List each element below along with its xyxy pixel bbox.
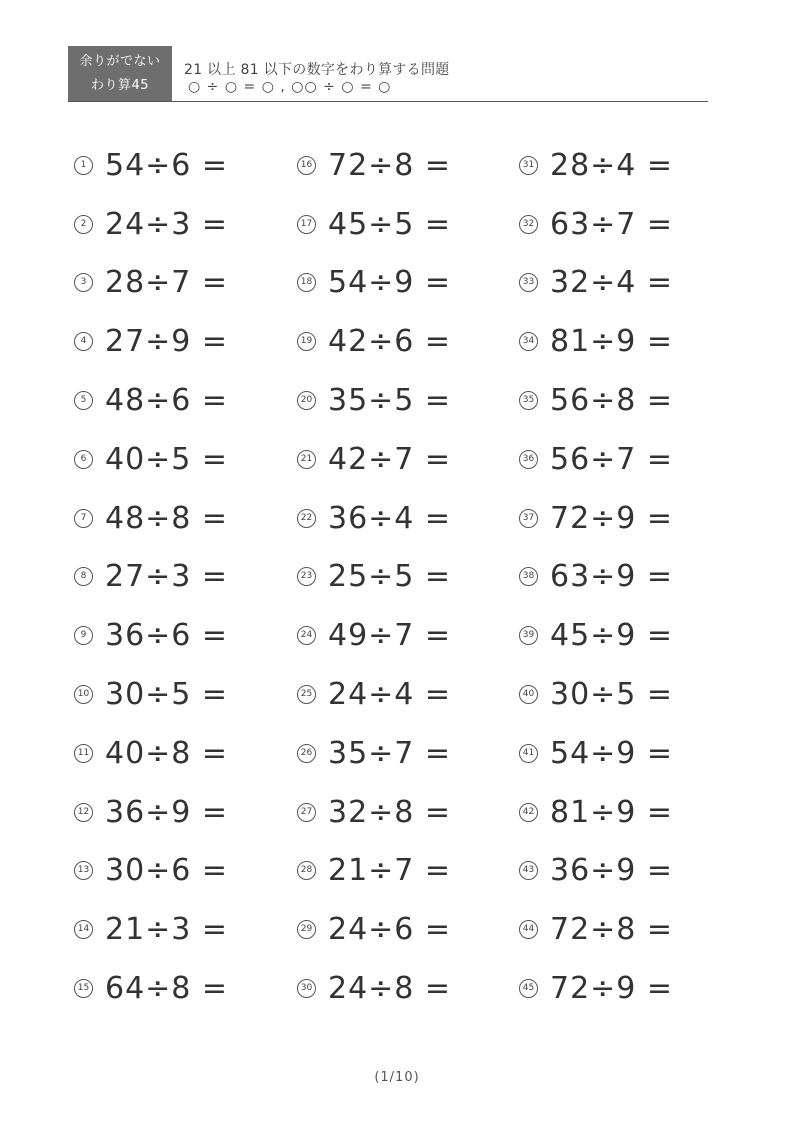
problem-expression: 35÷7 = bbox=[328, 735, 452, 771]
problem-item bbox=[74, 371, 294, 430]
problem-item bbox=[74, 724, 294, 783]
problem-expression: 72÷8 = bbox=[550, 912, 674, 948]
header-divider bbox=[68, 101, 708, 102]
problem-expression: 32÷4 = bbox=[550, 265, 674, 301]
problem-number: 18 bbox=[297, 273, 316, 292]
problem-number: 17 bbox=[297, 215, 316, 234]
problem-number: 42 bbox=[519, 803, 538, 822]
problem-expression: 54÷6 = bbox=[105, 147, 229, 183]
problem-item bbox=[519, 842, 739, 901]
problem-expression: 63÷9 = bbox=[550, 559, 674, 595]
problem-number: 33 bbox=[519, 273, 538, 292]
problem-number: 39 bbox=[519, 626, 538, 645]
problem-expression: 24÷4 = bbox=[328, 677, 452, 713]
description-text: 21 以上 81 以下の数字をわり算する問題 bbox=[184, 62, 450, 78]
worksheet-description bbox=[182, 46, 708, 102]
problem-item bbox=[297, 900, 517, 959]
problem-item bbox=[74, 783, 294, 842]
problem-number: 23 bbox=[297, 567, 316, 586]
problem-expression: 36÷4 = bbox=[328, 500, 452, 536]
problem-item bbox=[519, 254, 739, 313]
problem-expression: 30÷5 = bbox=[550, 677, 674, 713]
problem-expression: 24÷3 = bbox=[105, 206, 229, 242]
problem-number: 9 bbox=[74, 626, 93, 645]
problem-number: 3 bbox=[74, 273, 93, 292]
problem-expression: 56÷8 = bbox=[550, 383, 674, 419]
problem-expression: 64÷8 = bbox=[105, 971, 229, 1007]
problem-item bbox=[519, 606, 739, 665]
problem-item bbox=[519, 959, 739, 1018]
problem-expression: 49÷7 = bbox=[328, 618, 452, 654]
problem-number: 41 bbox=[519, 744, 538, 763]
problem-expression: 36÷9 = bbox=[550, 853, 674, 889]
problem-expression: 72÷8 = bbox=[328, 147, 452, 183]
problem-expression: 36÷9 = bbox=[105, 794, 229, 830]
problem-number: 44 bbox=[519, 920, 538, 939]
problem-expression: 72÷9 = bbox=[550, 971, 674, 1007]
problem-item bbox=[297, 783, 517, 842]
problem-item bbox=[297, 548, 517, 607]
problem-item bbox=[74, 195, 294, 254]
problem-expression: 72÷9 = bbox=[550, 500, 674, 536]
problem-item bbox=[519, 195, 739, 254]
problem-expression: 24÷6 = bbox=[328, 912, 452, 948]
problem-expression: 45÷9 = bbox=[550, 618, 674, 654]
problem-item bbox=[74, 959, 294, 1018]
problem-column-2 bbox=[297, 136, 517, 1018]
problem-expression: 40÷5 = bbox=[105, 441, 229, 477]
title-line-1: 余りがでない bbox=[79, 54, 161, 69]
problem-number: 6 bbox=[74, 450, 93, 469]
problem-item bbox=[519, 900, 739, 959]
problem-expression: 30÷6 = bbox=[105, 853, 229, 889]
problem-expression: 35÷5 = bbox=[328, 383, 452, 419]
problem-expression: 56÷7 = bbox=[550, 441, 674, 477]
problem-item bbox=[519, 724, 739, 783]
problem-item bbox=[74, 548, 294, 607]
problem-expression: 48÷8 = bbox=[105, 500, 229, 536]
page-number: (1/10) bbox=[374, 1070, 420, 1085]
problem-expression: 36÷6 = bbox=[105, 618, 229, 654]
problem-number: 25 bbox=[297, 685, 316, 704]
problem-item bbox=[74, 136, 294, 195]
problem-number: 34 bbox=[519, 332, 538, 351]
problem-number: 40 bbox=[519, 685, 538, 704]
problem-expression: 81÷9 = bbox=[550, 324, 674, 360]
problem-number: 11 bbox=[74, 744, 93, 763]
problem-pattern: ○ ÷ ○ = ○ , ○○ ÷ ○ = ○ bbox=[188, 79, 392, 95]
problem-item bbox=[519, 136, 739, 195]
problem-number: 26 bbox=[297, 744, 316, 763]
problem-number: 37 bbox=[519, 509, 538, 528]
problem-number: 15 bbox=[74, 979, 93, 998]
problem-item bbox=[297, 959, 517, 1018]
problem-number: 31 bbox=[519, 156, 538, 175]
problem-item bbox=[297, 312, 517, 371]
problem-expression: 81÷9 = bbox=[550, 794, 674, 830]
problem-item bbox=[297, 195, 517, 254]
problem-expression: 24÷8 = bbox=[328, 971, 452, 1007]
problem-expression: 21÷3 = bbox=[105, 912, 229, 948]
problem-column-1 bbox=[74, 136, 294, 1018]
problem-item bbox=[297, 136, 517, 195]
problem-number: 14 bbox=[74, 920, 93, 939]
problem-item bbox=[297, 430, 517, 489]
problem-expression: 25÷5 = bbox=[328, 559, 452, 595]
problem-number: 27 bbox=[297, 803, 316, 822]
problem-item bbox=[297, 665, 517, 724]
problem-item bbox=[297, 254, 517, 313]
problem-expression: 54÷9 = bbox=[550, 735, 674, 771]
problem-item bbox=[297, 842, 517, 901]
problem-number: 2 bbox=[74, 215, 93, 234]
problem-number: 22 bbox=[297, 509, 316, 528]
problem-item bbox=[74, 606, 294, 665]
problem-number: 13 bbox=[74, 861, 93, 880]
problem-number: 32 bbox=[519, 215, 538, 234]
problem-expression: 40÷8 = bbox=[105, 735, 229, 771]
problem-number: 45 bbox=[519, 979, 538, 998]
problem-expression: 28÷4 = bbox=[550, 147, 674, 183]
problem-item bbox=[297, 371, 517, 430]
problem-item bbox=[519, 665, 739, 724]
problem-item bbox=[297, 606, 517, 665]
problem-expression: 30÷5 = bbox=[105, 677, 229, 713]
problem-expression: 42÷7 = bbox=[328, 441, 452, 477]
problem-number: 1 bbox=[74, 156, 93, 175]
problem-expression: 27÷9 = bbox=[105, 324, 229, 360]
problem-item bbox=[519, 430, 739, 489]
worksheet-header bbox=[68, 46, 708, 102]
problem-expression: 54÷9 = bbox=[328, 265, 452, 301]
problem-number: 29 bbox=[297, 920, 316, 939]
problem-number: 20 bbox=[297, 391, 316, 410]
problem-number: 28 bbox=[297, 861, 316, 880]
problem-number: 30 bbox=[297, 979, 316, 998]
problem-expression: 45÷5 = bbox=[328, 206, 452, 242]
problem-number: 8 bbox=[74, 567, 93, 586]
problem-column-3 bbox=[519, 136, 739, 1018]
problem-item bbox=[74, 489, 294, 548]
problem-expression: 28÷7 = bbox=[105, 265, 229, 301]
problem-item bbox=[74, 254, 294, 313]
problem-number: 12 bbox=[74, 803, 93, 822]
problem-number: 38 bbox=[519, 567, 538, 586]
problem-item bbox=[74, 430, 294, 489]
problem-number: 35 bbox=[519, 391, 538, 410]
problem-expression: 63÷7 = bbox=[550, 206, 674, 242]
problem-expression: 48÷6 = bbox=[105, 383, 229, 419]
title-line-2: わり算45 bbox=[90, 78, 150, 93]
problem-item bbox=[519, 548, 739, 607]
problem-expression: 42÷6 = bbox=[328, 324, 452, 360]
problem-number: 36 bbox=[519, 450, 538, 469]
problem-item bbox=[297, 724, 517, 783]
problem-item bbox=[74, 312, 294, 371]
problem-expression: 27÷3 = bbox=[105, 559, 229, 595]
problem-item bbox=[74, 900, 294, 959]
problem-expression: 32÷8 = bbox=[328, 794, 452, 830]
problem-number: 43 bbox=[519, 861, 538, 880]
worksheet-title-box bbox=[68, 46, 172, 102]
problem-number: 19 bbox=[297, 332, 316, 351]
problem-expression: 21÷7 = bbox=[328, 853, 452, 889]
problem-item bbox=[297, 489, 517, 548]
problem-item bbox=[74, 665, 294, 724]
problem-number: 5 bbox=[74, 391, 93, 410]
problem-number: 24 bbox=[297, 626, 316, 645]
problem-item bbox=[519, 783, 739, 842]
problem-item bbox=[74, 842, 294, 901]
problem-number: 16 bbox=[297, 156, 316, 175]
problem-number: 4 bbox=[74, 332, 93, 351]
problem-item bbox=[519, 371, 739, 430]
problem-number: 21 bbox=[297, 450, 316, 469]
problem-number: 10 bbox=[74, 685, 93, 704]
problem-item bbox=[519, 312, 739, 371]
problem-item bbox=[519, 489, 739, 548]
problem-number: 7 bbox=[74, 509, 93, 528]
